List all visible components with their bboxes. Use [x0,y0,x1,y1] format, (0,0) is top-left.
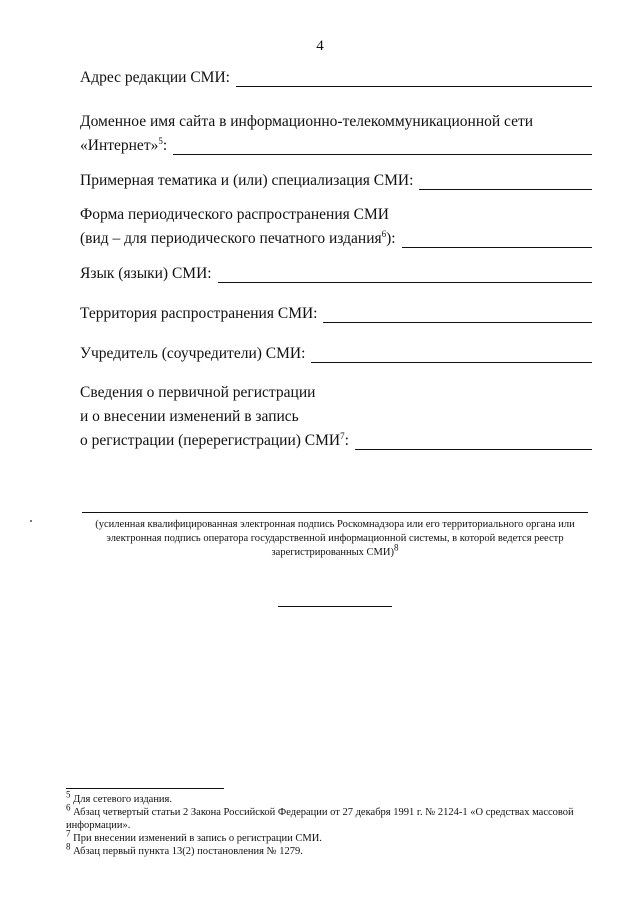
footnote-separator [66,788,224,789]
page-number: 4 [316,38,324,54]
field-label: Примерная тематика и (или) специализация СМИ: [80,172,414,189]
field-row [80,134,592,158]
field-label-line: Доменное имя сайта в информационно-телекоммуникационной сети [80,113,534,130]
footnote: $^8$ Абзац первый пункта 13(2) постановления № 1279. [66,841,303,857]
field-row [80,66,592,90]
footnote-ref: 7 [340,430,345,441]
field-row [80,429,592,453]
fill-in-line[interactable] [355,432,592,450]
field-label: «Интернет»$^5$: [80,135,168,154]
field-label: Адрес редакции СМИ: [80,69,230,86]
field-label: Учредитель (соучредители) СМИ: [80,345,306,362]
field-languages [80,262,592,286]
fill-in-line[interactable] [311,345,592,363]
signature-line[interactable] [82,512,588,513]
footnote-ref: 5 [158,135,163,146]
field-label: (вид – для периодического печатного издания$^6$): [80,228,396,247]
field-row [80,227,592,251]
field-row [80,262,592,286]
fill-in-line[interactable] [236,69,592,87]
field-label: Территория распространения СМИ: [80,305,318,322]
signature-caption: (усиленная квалифицированная электронная подпись Роскомнадзора или его территориального органа или электронная подпись оператора государственной информационной системы, в которой ведется реестр зарегистрированных СМИ)$^8$ [95,519,575,558]
fill-in-line[interactable] [218,265,592,283]
field-label: о регистрации (перерегистрации) СМИ$^7$: [80,430,349,449]
field-row [80,342,592,366]
field-row [80,169,592,193]
field-label: Язык (языки) СМИ: [80,265,212,282]
field-domain-name [80,110,592,158]
footnote-ref: 8 [393,542,399,553]
fill-in-line[interactable] [173,137,592,155]
fill-in-line[interactable] [402,230,592,248]
field-label-line: и о внесении изменений в запись [80,408,299,425]
fill-in-line[interactable] [323,305,592,323]
footnote: $^7$ При внесении изменений в запись о регистрации СМИ. [66,828,322,844]
footnote-ref: 6 [381,228,387,239]
field-row [80,302,592,326]
end-of-form-divider [278,606,392,607]
field-territory [80,302,592,326]
field-label-line: Форма периодического распространения СМИ [80,206,389,223]
field-distribution-form [80,203,592,251]
scan-speck [30,520,32,522]
footnote: $^6$ Абзац четвертый статьи 2 Закона Российской Федерации от 27 декабря 1991 г. № 2124-1 «О средствах массовой информации». [66,802,574,831]
field-founders [80,342,592,366]
footnote: $^5$ Для сетевого издания. [66,789,173,805]
field-editorial-address [80,66,592,90]
field-topics [80,169,592,193]
field-registration-info [80,381,592,453]
fill-in-line[interactable] [419,172,592,190]
footnotes [66,789,604,858]
field-label-line: Сведения о первичной регистрации [80,384,316,401]
